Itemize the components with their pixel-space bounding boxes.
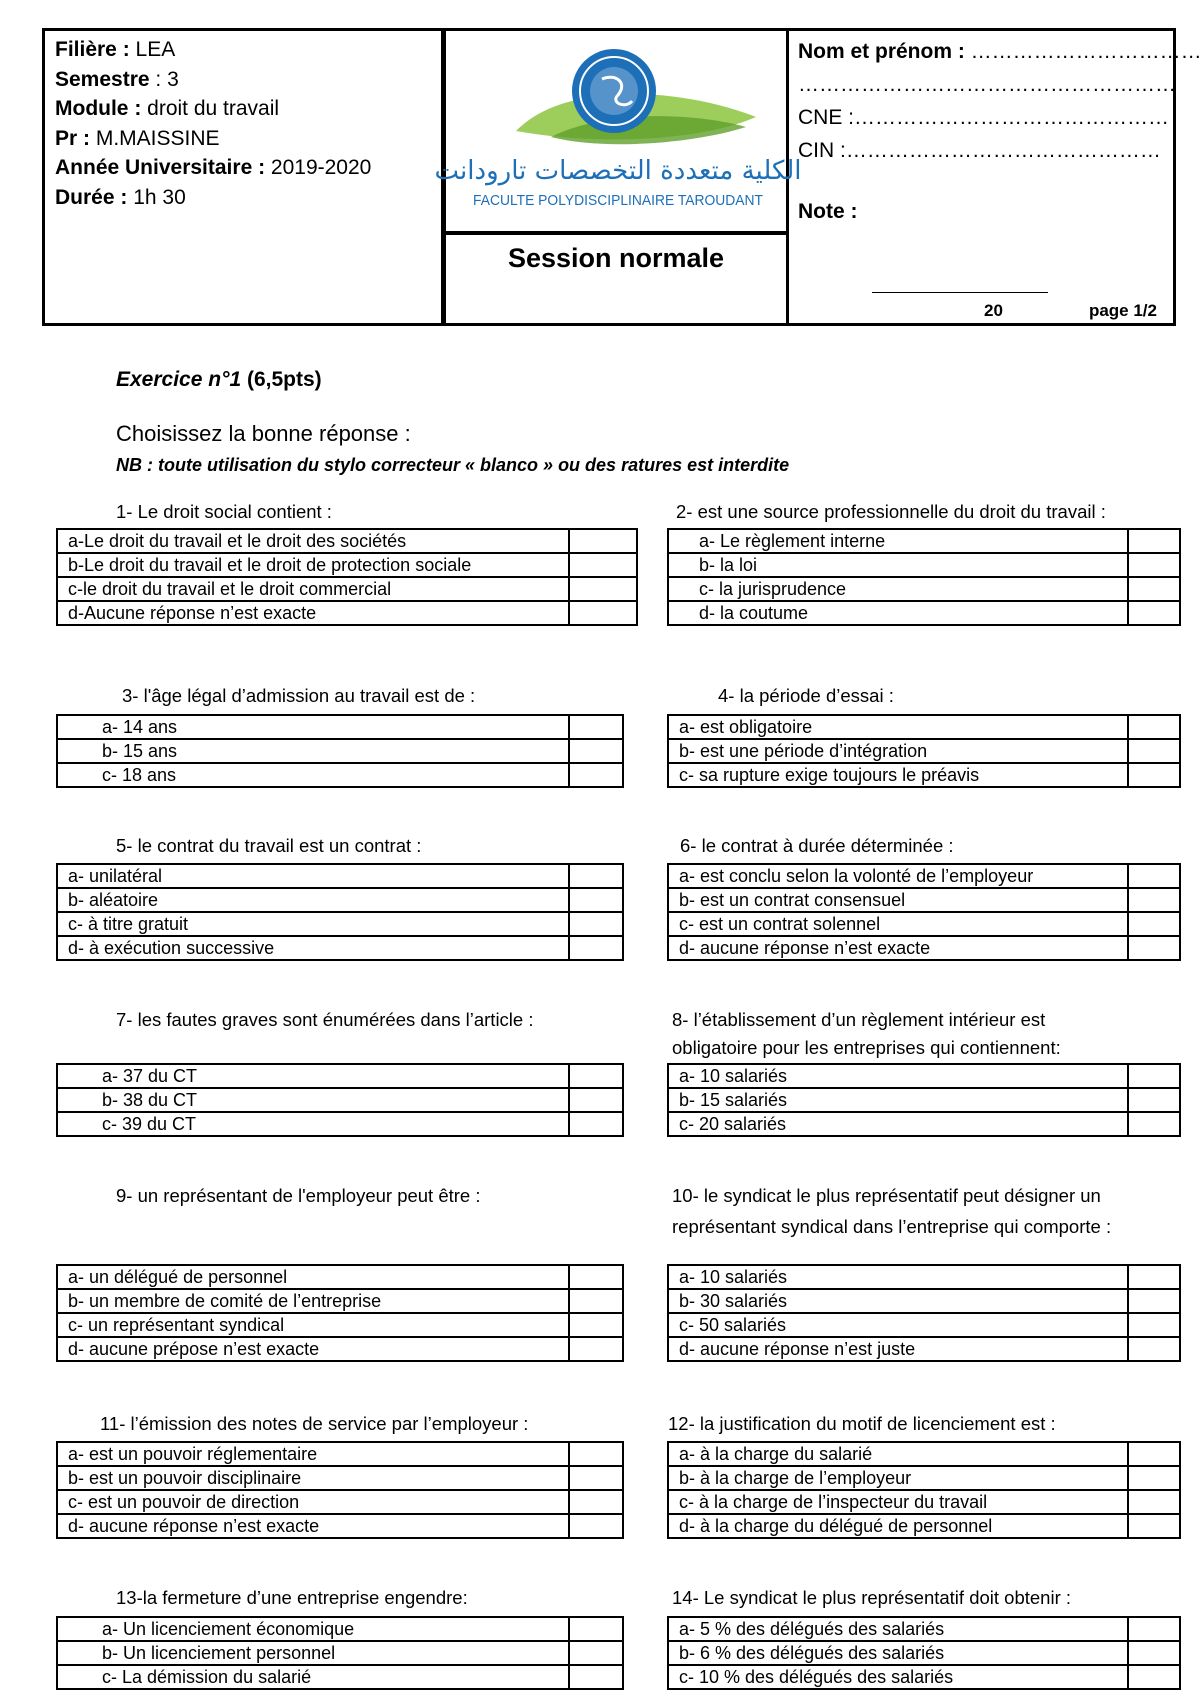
option-label: a- est obligatoire	[668, 715, 1128, 739]
question-4-options	[667, 714, 1181, 788]
option-row	[57, 1617, 623, 1641]
option-row	[57, 1265, 623, 1289]
name-field-continued[interactable]: ………………………………………………	[798, 73, 1176, 96]
option-label: d- aucune réponse n’est exacte	[668, 936, 1128, 960]
answer-checkbox[interactable]	[1128, 1665, 1180, 1689]
answer-checkbox[interactable]	[569, 1112, 623, 1136]
option-label: c- 20 salariés	[668, 1112, 1128, 1136]
option-row	[57, 1112, 623, 1136]
answer-checkbox[interactable]	[569, 1265, 623, 1289]
option-label: a- un délégué de personnel	[57, 1265, 569, 1289]
option-label: c-le droit du travail et le droit commercial	[57, 577, 569, 601]
option-row	[57, 1466, 623, 1490]
answer-checkbox[interactable]	[1128, 1112, 1180, 1136]
question-4-text: 4- la période d’essai :	[718, 685, 894, 706]
option-row	[668, 1641, 1180, 1665]
cne-field[interactable]: CNE :………………………………………	[798, 106, 1170, 129]
option-label: c- 39 du CT	[57, 1112, 569, 1136]
option-label: b- 15 ans	[57, 739, 569, 763]
answer-checkbox[interactable]	[569, 1641, 623, 1665]
cin-field[interactable]: CIN :………………………………………	[798, 139, 1161, 162]
question-8-text-line-2: obligatoire pour les entreprises qui contiennent:	[672, 1037, 1061, 1058]
option-row	[668, 864, 1180, 888]
option-label: a- est un pouvoir réglementaire	[57, 1442, 569, 1466]
answer-checkbox[interactable]	[1128, 529, 1180, 553]
question-8-options	[667, 1063, 1181, 1137]
option-row	[668, 1088, 1180, 1112]
question-10-text-line-2: représentant syndical dans l’entreprise qui comporte :	[672, 1216, 1112, 1237]
question-13-options	[56, 1616, 624, 1690]
answer-checkbox[interactable]	[569, 553, 637, 577]
exercise-title: Exercice n°1 (6,5pts)	[116, 368, 322, 391]
answer-checkbox[interactable]	[569, 601, 637, 625]
question-6-options	[667, 863, 1181, 961]
question-1-options	[56, 528, 638, 626]
page-number: page 1/2	[1088, 301, 1157, 320]
answer-checkbox[interactable]	[1128, 1641, 1180, 1665]
question-10-options	[667, 1264, 1181, 1362]
option-label: b- Un licenciement personnel	[57, 1641, 569, 1665]
course-info	[42, 28, 444, 326]
note-label: Note :	[798, 200, 858, 223]
answer-checkbox[interactable]	[569, 936, 623, 960]
question-11-options	[56, 1441, 624, 1539]
name-field[interactable]: Nom et prénom : ……………………………	[798, 40, 1202, 63]
option-label: c- est un contrat solennel	[668, 912, 1128, 936]
question-8-text: 8- l’établissement d’un règlement intérieur est	[672, 1009, 1046, 1030]
grade-denominator: 20	[984, 301, 1003, 320]
option-row	[57, 529, 637, 553]
question-9-options	[56, 1264, 624, 1362]
option-label: b- est un contrat consensuel	[668, 888, 1128, 912]
option-row	[57, 864, 623, 888]
option-label: a-Le droit du travail et le droit des sociétés	[57, 529, 569, 553]
option-label: b-Le droit du travail et le droit de protection sociale	[57, 553, 569, 577]
option-row	[668, 1112, 1180, 1136]
filiere-line: Filière : LEA	[55, 38, 176, 61]
option-label: c- 10 % des délégués des salariés	[668, 1665, 1128, 1689]
option-label: c- 50 salariés	[668, 1313, 1128, 1337]
grade-line[interactable]	[872, 292, 1048, 293]
option-label: c- sa rupture exige toujours le préavis	[668, 763, 1128, 787]
option-row	[668, 1442, 1180, 1466]
answer-checkbox[interactable]	[1128, 715, 1180, 739]
option-label: b- est une période d’intégration	[668, 739, 1128, 763]
option-label: d- à la charge du délégué de personnel	[668, 1514, 1128, 1538]
faculty-logo	[434, 39, 802, 229]
option-row	[668, 1466, 1180, 1490]
svg-text:FACULTE POLYDISCIPLINAIRE TARO: FACULTE POLYDISCIPLINAIRE TAROUDANT	[473, 192, 763, 209]
option-row	[57, 1514, 623, 1538]
answer-checkbox[interactable]	[569, 739, 623, 763]
option-row	[668, 1265, 1180, 1289]
option-label: b- à la charge de l’employeur	[668, 1466, 1128, 1490]
question-7-text: 7- les fautes graves sont énumérées dans l’article :	[116, 1009, 534, 1030]
question-11-text: 11- l’émission des notes de service par l’employeur :	[100, 1413, 529, 1434]
option-row	[57, 739, 623, 763]
option-label: c- La démission du salarié	[57, 1665, 569, 1689]
option-row	[668, 577, 1180, 601]
option-label: c- la jurisprudence	[668, 577, 1128, 601]
answer-checkbox[interactable]	[569, 529, 637, 553]
answer-checkbox[interactable]	[1128, 1064, 1180, 1088]
answer-checkbox[interactable]	[1128, 1289, 1180, 1313]
option-label: c- 18 ans	[57, 763, 569, 787]
academic-year-line: Année Universitaire : 2019-2020	[55, 156, 372, 179]
answer-checkbox[interactable]	[569, 1617, 623, 1641]
answer-checkbox[interactable]	[1128, 1466, 1180, 1490]
answer-checkbox[interactable]	[1128, 1617, 1180, 1641]
option-row	[668, 1289, 1180, 1313]
option-row	[668, 715, 1180, 739]
professor-line: Pr : M.MAISSINE	[55, 126, 220, 150]
option-row	[57, 553, 637, 577]
answer-checkbox[interactable]	[569, 912, 623, 936]
session-title: Session normale	[507, 243, 725, 273]
answer-checkbox[interactable]	[1128, 1490, 1180, 1514]
option-row	[668, 1490, 1180, 1514]
option-row	[57, 763, 623, 787]
answer-checkbox[interactable]	[569, 864, 623, 888]
question-13-text: 13-la fermeture d’une entreprise engendre:	[116, 1587, 468, 1608]
option-label: d- aucune réponse n’est juste	[668, 1337, 1128, 1361]
option-row	[668, 912, 1180, 936]
question-6-text: 6- le contrat à durée déterminée :	[680, 835, 954, 856]
option-row	[57, 1490, 623, 1514]
answer-checkbox[interactable]	[1128, 1088, 1180, 1112]
question-2-options	[667, 528, 1181, 626]
answer-checkbox[interactable]	[1128, 1337, 1180, 1361]
option-label: b- 38 du CT	[57, 1088, 569, 1112]
question-14-text: 14- Le syndicat le plus représentatif doit obtenir :	[672, 1587, 1072, 1608]
option-row	[57, 1665, 623, 1689]
svg-text:الكلية متعددة التخصصات تارودان: الكلية متعددة التخصصات تارودانت	[434, 156, 802, 186]
answer-checkbox[interactable]	[1128, 577, 1180, 601]
option-row	[57, 577, 637, 601]
question-5-text: 5- le contrat du travail est un contrat :	[116, 835, 422, 856]
option-label: d- la coutume	[668, 601, 1128, 625]
option-row	[57, 715, 623, 739]
answer-checkbox[interactable]	[1128, 1514, 1180, 1538]
question-5-options	[56, 863, 624, 961]
option-row	[57, 888, 623, 912]
option-label: c- est un pouvoir de direction	[57, 1490, 569, 1514]
option-row	[668, 739, 1180, 763]
answer-checkbox[interactable]	[569, 1289, 623, 1313]
option-label: c- à titre gratuit	[57, 912, 569, 936]
answer-checkbox[interactable]	[1128, 1265, 1180, 1289]
answer-checkbox[interactable]	[569, 1490, 623, 1514]
question-2-text: 2- est une source professionnelle du droit du travail :	[676, 501, 1106, 522]
question-3-options	[56, 714, 624, 788]
option-row	[57, 1442, 623, 1466]
option-label: d- aucune prépose n’est exacte	[57, 1337, 569, 1361]
option-row	[57, 936, 623, 960]
student-info	[788, 28, 1202, 326]
answer-checkbox[interactable]	[569, 715, 623, 739]
exam-header	[42, 28, 1202, 326]
option-label: a- à la charge du salarié	[668, 1442, 1128, 1466]
option-row	[668, 888, 1180, 912]
duration-line: Durée : 1h 30	[55, 185, 186, 209]
answer-checkbox[interactable]	[1128, 601, 1180, 625]
option-row	[668, 936, 1180, 960]
option-label: b- la loi	[668, 553, 1128, 577]
option-row	[668, 1313, 1180, 1337]
option-label: a- 5 % des délégués des salariés	[668, 1617, 1128, 1641]
option-label: b- 6 % des délégués des salariés	[668, 1641, 1128, 1665]
option-label: a- Un licenciement économique	[57, 1617, 569, 1641]
option-row	[57, 1088, 623, 1112]
answer-checkbox[interactable]	[569, 1088, 623, 1112]
answer-checkbox[interactable]	[569, 1442, 623, 1466]
session-cell	[443, 232, 789, 326]
question-12-text: 12- la justification du motif de licenciement est :	[668, 1413, 1056, 1434]
option-label: a- 10 salariés	[668, 1265, 1128, 1289]
option-row	[57, 1337, 623, 1361]
option-label: a- Le règlement interne	[668, 529, 1128, 553]
question-14-options	[667, 1616, 1181, 1690]
option-row	[57, 912, 623, 936]
option-label: d- à exécution successive	[57, 936, 569, 960]
option-row	[668, 601, 1180, 625]
option-label: d-Aucune réponse n’est exacte	[57, 601, 569, 625]
question-1-text: 1- Le droit social contient :	[116, 501, 332, 522]
answer-checkbox[interactable]	[1128, 888, 1180, 912]
option-label: d- aucune réponse n’est exacte	[57, 1514, 569, 1538]
question-9-text: 9- un représentant de l'employeur peut être :	[116, 1185, 481, 1206]
option-label: a- 37 du CT	[57, 1064, 569, 1088]
question-12-options	[667, 1441, 1181, 1539]
option-label: c- à la charge de l’inspecteur du travail	[668, 1490, 1128, 1514]
option-row	[668, 1617, 1180, 1641]
option-label: c- un représentant syndical	[57, 1313, 569, 1337]
answer-checkbox[interactable]	[1128, 763, 1180, 787]
option-label: a- 10 salariés	[668, 1064, 1128, 1088]
answer-checkbox[interactable]	[569, 1337, 623, 1361]
option-label: b- aléatoire	[57, 888, 569, 912]
answer-checkbox[interactable]	[1128, 912, 1180, 936]
option-row	[668, 1665, 1180, 1689]
module-line: Module : droit du travail	[55, 97, 280, 120]
answer-checkbox[interactable]	[1128, 553, 1180, 577]
question-3-text: 3- l'âge légal d’admission au travail est de :	[122, 685, 476, 706]
semestre-line: Semestre : 3	[55, 67, 179, 91]
option-label: a- 14 ans	[57, 715, 569, 739]
instruction: Choisissez la bonne réponse :	[116, 421, 411, 446]
option-label: a- unilatéral	[57, 864, 569, 888]
option-row	[57, 1289, 623, 1313]
faculty-logo-cell	[434, 28, 802, 234]
question-10-text: 10- le syndicat le plus représentatif peut désigner un	[672, 1185, 1101, 1206]
answer-checkbox[interactable]	[1128, 1313, 1180, 1337]
answer-checkbox[interactable]	[569, 1514, 623, 1538]
answer-checkbox[interactable]	[1128, 739, 1180, 763]
option-row	[668, 529, 1180, 553]
answer-checkbox[interactable]	[1128, 936, 1180, 960]
answer-checkbox[interactable]	[569, 763, 623, 787]
option-row	[57, 1641, 623, 1665]
option-label: b- est un pouvoir disciplinaire	[57, 1466, 569, 1490]
option-row	[668, 1064, 1180, 1088]
answer-checkbox[interactable]	[1128, 1442, 1180, 1466]
option-row	[57, 1313, 623, 1337]
option-row	[668, 1514, 1180, 1538]
option-row	[57, 601, 637, 625]
question-7-options	[56, 1063, 624, 1137]
option-row	[57, 1064, 623, 1088]
option-row	[668, 763, 1180, 787]
nb-note: NB : toute utilisation du stylo correcteur « blanco » ou des ratures est interdite	[116, 455, 790, 475]
answer-checkbox[interactable]	[569, 1466, 623, 1490]
answer-checkbox[interactable]	[569, 577, 637, 601]
option-label: a- est conclu selon la volonté de l’employeur	[668, 864, 1128, 888]
option-row	[668, 553, 1180, 577]
answer-checkbox[interactable]	[1128, 864, 1180, 888]
answer-checkbox[interactable]	[569, 1665, 623, 1689]
option-label: b- 15 salariés	[668, 1088, 1128, 1112]
answer-checkbox[interactable]	[569, 888, 623, 912]
answer-checkbox[interactable]	[569, 1313, 623, 1337]
option-label: b- 30 salariés	[668, 1289, 1128, 1313]
option-label: b- un membre de comité de l’entreprise	[57, 1289, 569, 1313]
answer-checkbox[interactable]	[569, 1064, 623, 1088]
option-row	[668, 1337, 1180, 1361]
